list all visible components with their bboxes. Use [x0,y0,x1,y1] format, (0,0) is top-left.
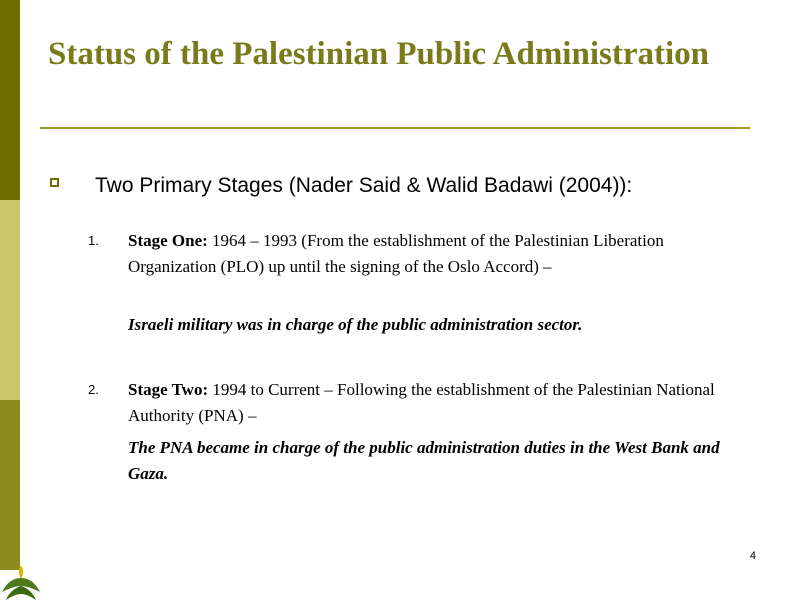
title-underline [40,127,750,129]
stage-two-body [128,377,743,429]
stage-two-number: 2. [88,382,99,397]
main-bullet-text: Two Primary Stages (Nader Said & Walid Badawi (2004)): [95,174,633,197]
stage-two-text: 1994 to Current – Following the establishment of the Palestinian National Authority (PNA) – [128,380,715,425]
stage-one-lead: Stage One: [128,231,208,250]
side-decor-bar [0,0,20,600]
stage-one-body [128,228,743,280]
side-bar-segment-bottom [0,400,20,570]
stage-two-note: The PNA became in charge of the public administration duties in the West Bank and Gaza. [128,438,720,483]
slide-title: Status of the Palestinian Public Administration [48,36,709,72]
side-bar-segment-top [0,0,20,200]
stage-one-number: 1. [88,233,99,248]
page-number: 4 [749,550,756,562]
stage-one-note: Israeli military was in charge of the public administration sector. [128,315,583,334]
side-bar-segment-middle [0,200,20,400]
stage-two-lead: Stage Two: [128,380,209,399]
hollow-square-bullet-icon [50,178,59,187]
stage-one-text: 1964 – 1993 (From the establishment of the Palestinian Liberation Organization (PLO) up until the signing of the Oslo Accord) – [128,231,664,276]
plant-logo-icon [2,564,42,600]
